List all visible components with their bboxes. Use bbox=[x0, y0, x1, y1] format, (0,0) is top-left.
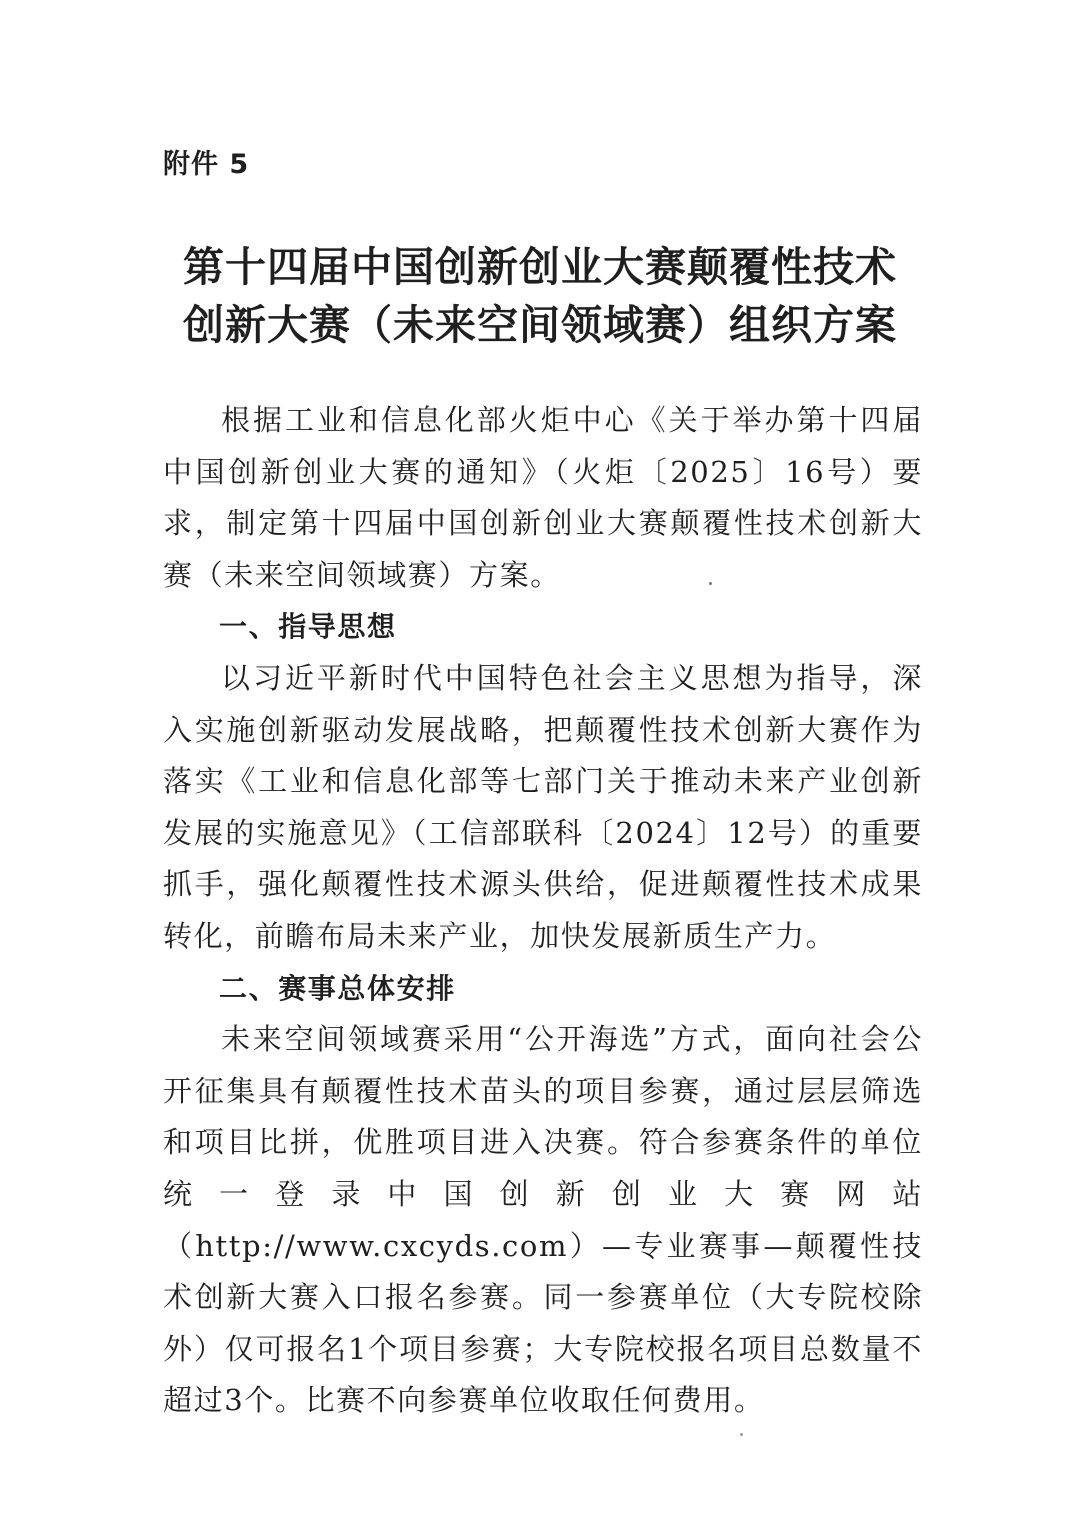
section-paragraph-overall-arrangement: 未来空间领域赛采用“公开海选”方式，面向社会公开征集具有颠覆性技术苗头的项目参赛，通过层层筛选和项目比拼，优胜项目进入决赛。符合参赛条件的单位统一登录中国创新创业大赛网站（http://www.cxcyds.com）—专业赛事—颠覆性技术创新大赛入口报名参赛。同一参赛单位（大专院校除外）仅可报名1个项目参赛；大专院校报名项目总数量不超过3个。比赛不向参赛单位收取任何费用。 bbox=[163, 1022, 923, 1418]
intro-paragraph: 根据工业和信息化部火炬中心《关于举办第十四届中国创新创业大赛的通知》（火炬〔2025〕16号）要求，制定第十四届中国创新创业大赛颠覆性技术创新大赛（未来空间领域赛）方案。 bbox=[163, 403, 923, 592]
scan-speck bbox=[740, 1433, 743, 1436]
document-title bbox=[150, 238, 930, 354]
section-heading-overall-arrangement: 二、赛事总体安排 bbox=[219, 971, 456, 1005]
attachment-label: 附件 5 bbox=[163, 149, 250, 180]
title-line-2: 创新大赛（未来空间领域赛）组织方案 bbox=[183, 301, 897, 349]
title-line-1: 第十四届中国创新创业大赛颠覆性技术 bbox=[183, 243, 897, 291]
scan-speck bbox=[709, 582, 712, 585]
section-heading-guiding-ideology: 一、指导思想 bbox=[219, 610, 397, 644]
section-paragraph-guiding-ideology: 以习近平新时代中国特色社会主义思想为指导，深入实施创新驱动发展战略，把颠覆性技术创新大赛作为落实《工业和信息化部等七部门关于推动未来产业创新发展的实施意见》（工信部联科〔2024〕12号）的重要抓手，强化颠覆性技术源头供给，促进颠覆性技术成果转化，前瞻布局未来产业，加快发展新质生产力。 bbox=[163, 660, 923, 953]
document-body bbox=[163, 395, 923, 1427]
